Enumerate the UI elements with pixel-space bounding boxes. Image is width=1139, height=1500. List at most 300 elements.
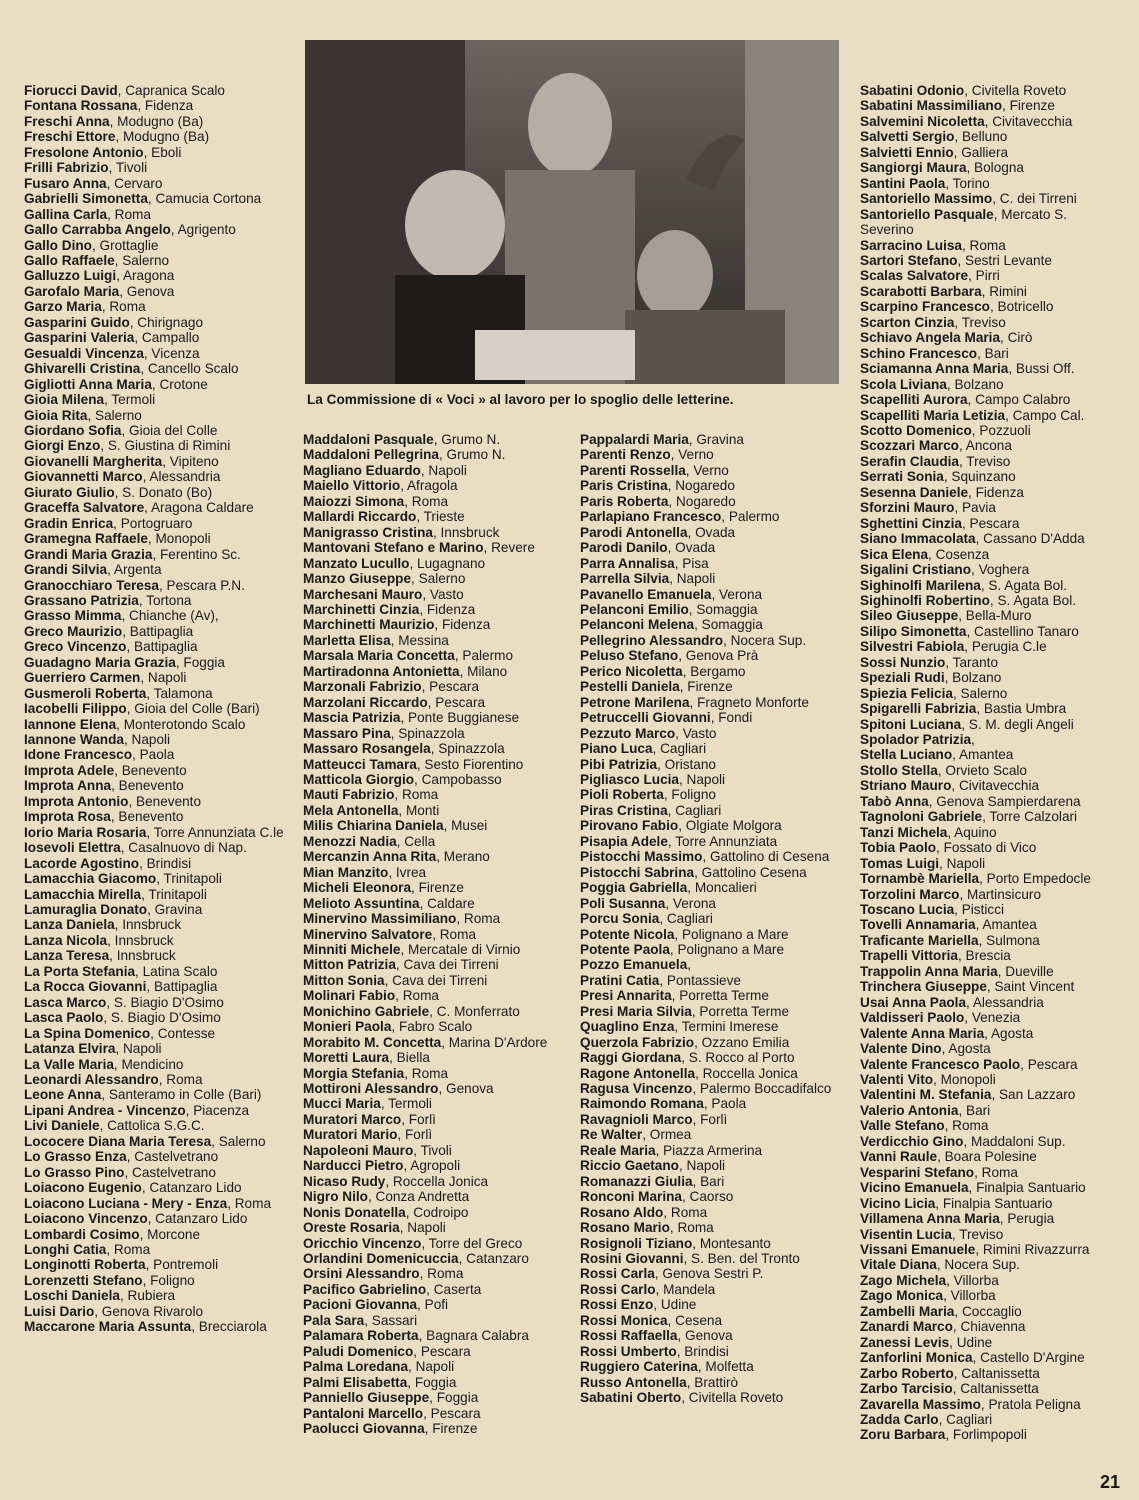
person-place: , Maddaloni Sup. — [963, 1133, 1066, 1149]
person-place: , Casalnuovo di Nap. — [120, 840, 247, 856]
list-item — [24, 1304, 286, 1319]
person-place: , Bussi Off. — [1008, 361, 1075, 377]
person-place: , Palermo — [721, 509, 780, 525]
list-item — [24, 608, 286, 623]
list-item — [303, 679, 571, 694]
person-name: Palmi Elisabetta — [303, 1374, 408, 1390]
person-name: Piras Cristina — [580, 802, 668, 818]
list-item — [860, 979, 1122, 994]
person-place: , Trinitapoli — [141, 886, 207, 902]
list-item — [24, 1134, 286, 1149]
person-place: , Cancello Scalo — [140, 361, 239, 377]
person-place: , Fidenza — [968, 484, 1024, 500]
person-place: , — [971, 732, 975, 748]
list-item — [860, 392, 1122, 407]
person-name: Reale Maria — [580, 1142, 656, 1158]
list-item — [580, 1220, 842, 1235]
person-place: , Cassano D'Adda — [975, 531, 1085, 547]
person-name: Garzo Maria — [24, 299, 102, 315]
list-item — [24, 423, 286, 438]
person-place: , Grottaglie — [91, 237, 159, 253]
person-name: Sabatini Oberto — [580, 1390, 682, 1406]
person-name: Paris Roberta — [580, 493, 669, 509]
person-name: Rosano Mario — [580, 1220, 670, 1236]
person-place: , Voghera — [971, 562, 1030, 578]
list-item — [580, 1189, 842, 1204]
person-name: Raimondo Romana — [580, 1096, 704, 1112]
person-name: Lanza Nicola — [24, 932, 108, 948]
person-place: , Finalpia Santuario — [968, 1180, 1086, 1196]
person-place: , Agropoli — [403, 1158, 461, 1174]
list-item — [303, 1143, 571, 1158]
list-item — [303, 1112, 571, 1127]
person-name: Rossi Monica — [580, 1312, 668, 1328]
list-item — [860, 1149, 1122, 1164]
person-name: Sighinolfi Marilena — [860, 577, 981, 593]
person-place: , Capranica Scalo — [117, 83, 225, 98]
list-item — [580, 772, 842, 787]
list-item — [580, 973, 842, 988]
list-item — [24, 1041, 286, 1056]
list-item — [580, 1158, 842, 1173]
list-item — [24, 1010, 286, 1025]
list-item — [24, 1242, 286, 1257]
list-item — [24, 1319, 286, 1334]
list-item — [24, 717, 286, 732]
person-name: Pistocchi Sabrina — [580, 864, 695, 880]
list-item — [24, 346, 286, 361]
list-item — [860, 747, 1122, 762]
person-place: , Napoli — [420, 462, 467, 478]
person-name: Maccarone Maria Assunta — [24, 1319, 192, 1335]
person-name: Oricchio Vincenzo — [303, 1235, 422, 1251]
person-place: , Firenze — [679, 679, 733, 695]
list-item — [24, 516, 286, 531]
list-item — [580, 1050, 842, 1065]
person-place: , Battipaglia — [126, 639, 198, 655]
list-item — [580, 1359, 842, 1374]
list-item — [24, 531, 286, 546]
list-item — [580, 849, 842, 864]
person-name: Micheli Eleonora — [303, 880, 412, 896]
person-name: Sabatini Odonio — [860, 83, 965, 98]
person-name: Muratori Mario — [303, 1127, 398, 1143]
list-item — [24, 1288, 286, 1303]
list-item — [24, 639, 286, 654]
list-item — [860, 1412, 1122, 1427]
person-place: , Ovada — [687, 524, 736, 540]
person-place: , Roma — [419, 1266, 464, 1282]
person-place: , Battipaglia — [122, 623, 194, 639]
person-place: , Santeramo in Colle (Bari) — [101, 1087, 262, 1103]
person-place: , Latina Scalo — [135, 963, 218, 979]
list-item — [860, 1227, 1122, 1242]
list-item — [580, 617, 842, 632]
list-item — [24, 1057, 286, 1072]
person-name: Maddaloni Pasquale — [303, 432, 434, 447]
person-name: Giorgi Enzo — [24, 438, 101, 454]
list-item — [24, 1165, 286, 1180]
person-name: Sangiorgi Maura — [860, 160, 967, 176]
list-item — [303, 1081, 571, 1096]
person-name: Silvestri Fabiola — [860, 639, 965, 655]
list-item — [24, 222, 286, 237]
person-name: Loschi Daniela — [24, 1288, 120, 1304]
person-name: Maiozzi Simona — [303, 493, 405, 509]
person-place: , Molfetta — [697, 1359, 754, 1375]
person-place: , Sulmona — [978, 932, 1040, 948]
list-item — [303, 1421, 571, 1436]
person-place: , Pisa — [674, 555, 709, 571]
person-name: Schino Francesco — [860, 345, 978, 361]
person-name: Pestelli Daniela — [580, 679, 680, 695]
person-name: Mantovani Stefano e Marino — [303, 540, 484, 556]
person-place: , Palermo Boccadifalco — [692, 1081, 832, 1097]
person-name: Rosini Giovanni — [580, 1251, 684, 1267]
person-name: Lanza Teresa — [24, 948, 110, 964]
list-item — [24, 377, 286, 392]
person-name: Mela Antonella — [303, 802, 399, 818]
person-name: Stella Luciano — [860, 747, 953, 763]
list-item — [24, 964, 286, 979]
person-place: , Caserta — [426, 1281, 482, 1297]
person-place: , Napoli — [399, 1220, 446, 1236]
list-item — [860, 129, 1122, 144]
person-name: Lasca Marco — [24, 994, 107, 1010]
list-item — [860, 1242, 1122, 1257]
list-item — [24, 1257, 286, 1272]
person-place: , Roma — [962, 237, 1006, 253]
person-place: , Fabro Scalo — [391, 1019, 473, 1035]
list-item — [580, 710, 842, 725]
person-name: Orsini Alessandro — [303, 1266, 420, 1282]
person-place: , Pescara — [413, 1343, 471, 1359]
person-name: Lamacchia Giacomo — [24, 871, 157, 887]
person-place: , Treviso — [951, 1226, 1004, 1242]
person-place: , Venezia — [964, 1010, 1021, 1026]
list-item — [860, 902, 1122, 917]
list-item — [860, 1257, 1122, 1272]
person-place: , Pratola Peligna — [980, 1396, 1081, 1412]
person-place: , Benevento — [110, 809, 184, 825]
person-place: , Trinitapoli — [156, 871, 222, 887]
person-place: , Cella — [396, 833, 436, 849]
person-name: Morabito M. Concetta — [303, 1034, 442, 1050]
person-place: , Pescara — [421, 679, 480, 695]
person-name: Luisi Dario — [24, 1303, 95, 1319]
person-place: , Brescia — [957, 948, 1011, 964]
list-item — [860, 624, 1122, 639]
person-name: Ravagnioli Marco — [580, 1111, 693, 1127]
person-name: Mucci Maria — [303, 1096, 381, 1112]
person-name: Menozzi Nadia — [303, 833, 397, 849]
person-place: , Chianche (Av), — [121, 608, 219, 624]
person-place: , Bastia Umbra — [976, 701, 1067, 717]
person-name: Longhi Catia — [24, 1241, 107, 1257]
person-name: Lacorde Agostino — [24, 855, 140, 871]
person-name: Ruggiero Caterina — [580, 1359, 698, 1375]
list-item — [303, 911, 571, 926]
person-place: , San Lazzaro — [991, 1087, 1076, 1103]
list-item — [580, 880, 842, 895]
person-place: , S. Agata Bol. — [980, 577, 1067, 593]
list-item — [303, 1220, 571, 1235]
person-name: Mitton Patrizia — [303, 957, 396, 973]
person-name: Perico Nicoletta — [580, 663, 683, 679]
person-place: , Napoli — [939, 855, 986, 871]
list-item — [303, 1189, 571, 1204]
person-name: Parra Annalisa — [580, 555, 675, 571]
person-place: , Grumo N. — [433, 432, 501, 447]
person-name: Paris Cristina — [580, 478, 668, 494]
list-item — [24, 469, 286, 484]
person-name: Lanza Daniela — [24, 917, 115, 933]
list-item — [24, 995, 286, 1010]
person-place: , Monti — [398, 802, 440, 818]
person-place: , Brindisi — [676, 1343, 729, 1359]
list-item — [580, 1236, 842, 1251]
list-item — [860, 454, 1122, 469]
name-list-column-1 — [24, 83, 286, 1335]
list-item — [303, 849, 571, 864]
person-place: , Brattirò — [686, 1374, 739, 1390]
person-place: , Taranto — [945, 654, 999, 670]
person-place: , Cagliari — [667, 802, 722, 818]
list-item — [303, 571, 571, 586]
person-name: Torzolini Marco — [860, 886, 960, 902]
person-place: , Civitella Roveto — [681, 1390, 784, 1406]
list-item — [303, 494, 571, 509]
person-name: Morgia Stefania — [303, 1065, 405, 1081]
person-name: Lipani Andrea - Vincenzo — [24, 1102, 186, 1118]
list-item — [860, 377, 1122, 392]
list-item — [24, 1149, 286, 1164]
person-name: Scarton Cinzia — [860, 314, 955, 330]
person-name: Zarbo Tarcisio — [860, 1381, 953, 1397]
list-item — [24, 1211, 286, 1226]
list-item — [303, 1096, 571, 1111]
list-item — [860, 1350, 1122, 1365]
person-name: Zanardi Marco — [860, 1319, 953, 1335]
person-place: , Bari — [692, 1173, 725, 1189]
list-item — [860, 423, 1122, 438]
list-item — [303, 957, 571, 972]
person-name: Mercanzin Anna Rita — [303, 849, 437, 865]
person-name: Monichino Gabriele — [303, 1003, 430, 1019]
list-item — [24, 763, 286, 778]
list-item — [580, 1313, 842, 1328]
person-name: Rossi Carla — [580, 1266, 655, 1282]
person-place: , Tivoli — [108, 160, 148, 176]
person-name: Ronconi Marina — [580, 1189, 682, 1205]
person-place: , Mandela — [655, 1281, 716, 1297]
list-item — [860, 1335, 1122, 1350]
list-item — [303, 1019, 571, 1034]
list-item — [860, 732, 1122, 747]
person-name: Pioli Roberta — [580, 787, 664, 803]
person-place: , Forlì — [692, 1111, 728, 1127]
person-name: Tagnoloni Gabriele — [860, 809, 983, 825]
person-name: Scola Liviana — [860, 376, 947, 392]
person-name: Gradin Enrica — [24, 515, 114, 531]
list-item — [580, 1096, 842, 1111]
list-item — [860, 408, 1122, 423]
photo-caption: La Commissione di « Voci » al lavoro per lo spoglio delle letterine. — [307, 392, 734, 407]
person-name: Livi Daniele — [24, 1118, 100, 1134]
person-name: Siano Immacolata — [860, 531, 976, 547]
person-name: Maiello Vittorio — [303, 478, 401, 494]
person-place: , Agrigento — [170, 222, 236, 238]
person-name: Serafin Claudia — [860, 453, 959, 469]
person-name: Potente Nicola — [580, 926, 675, 942]
list-item — [860, 794, 1122, 809]
person-place: , Orvieto Scalo — [937, 762, 1027, 778]
person-name: La Rocca Giovanni — [24, 979, 147, 995]
person-place: , Napoli — [678, 1158, 726, 1174]
person-name: Piano Luca — [580, 741, 653, 757]
person-name: Zanforlini Monica — [860, 1350, 973, 1366]
person-name: Manigrasso Cristina — [303, 524, 433, 540]
list-item — [860, 825, 1122, 840]
person-name: Gallo Carrabba Angelo — [24, 222, 171, 238]
list-item — [303, 1406, 571, 1421]
person-place: , Monterotondo Scalo — [116, 716, 246, 732]
person-name: Sica Elena — [860, 546, 929, 562]
list-item — [24, 593, 286, 608]
list-item — [24, 948, 286, 963]
person-place: , Olgiate Molgora — [678, 818, 782, 834]
list-item — [580, 1375, 842, 1390]
person-place: , Pescara — [1020, 1056, 1078, 1072]
person-name: Ragone Antonella — [580, 1065, 696, 1081]
person-place: , Innsbruck — [114, 917, 182, 933]
person-name: Pratini Catia — [580, 972, 660, 988]
person-name: Mottironi Alessandro — [303, 1081, 439, 1097]
list-item — [860, 1134, 1122, 1149]
person-place: , Cagliari — [659, 911, 713, 927]
list-item — [24, 809, 286, 824]
person-name: Spigarelli Fabrizia — [860, 701, 977, 717]
person-place: , Revere — [483, 540, 535, 556]
person-name: Pelanconi Emilio — [580, 601, 689, 617]
person-name: Gabrielli Simonetta — [24, 191, 148, 207]
person-name: Massaro Pina — [303, 725, 391, 741]
person-name: Zanessi Levis — [860, 1334, 950, 1350]
person-place: , Sestri Levante — [957, 252, 1052, 268]
person-place: , Biella — [389, 1050, 430, 1066]
person-place: , Gravina — [147, 902, 203, 918]
person-place: , — [687, 957, 692, 973]
list-item — [303, 447, 571, 462]
person-place: , Dueville — [997, 963, 1054, 979]
person-name: Improta Antonio — [24, 793, 129, 809]
person-place: , Roma — [669, 1220, 714, 1236]
list-item — [24, 933, 286, 948]
list-item — [24, 1273, 286, 1288]
list-item — [580, 1127, 842, 1142]
person-place: , Castelvetrano — [124, 1164, 216, 1180]
person-place: , Portogruaro — [113, 515, 193, 531]
person-place: , Monopoli — [933, 1072, 996, 1087]
person-name: Mascia Patrizia — [303, 710, 401, 726]
person-name: Monieri Paola — [303, 1019, 392, 1035]
list-item — [860, 238, 1122, 253]
person-name: Vicino Emanuela — [860, 1180, 969, 1196]
list-item — [860, 1288, 1122, 1303]
list-item — [303, 973, 571, 988]
list-item — [303, 726, 571, 741]
person-name: Manzo Giuseppe — [303, 571, 412, 587]
person-place: , Catanzaro Lido — [147, 1211, 248, 1227]
person-name: Latanza Elvira — [24, 1041, 116, 1057]
person-place: , Fossato di Vico — [936, 840, 1037, 856]
person-name: Zago Michela — [860, 1272, 947, 1288]
person-place: , Chiavenna — [952, 1319, 1026, 1335]
person-name: Iorio Maria Rosaria — [24, 824, 147, 840]
list-item — [303, 1236, 571, 1251]
person-name: Spiezia Felicia — [860, 685, 953, 701]
person-place: , Genova Sestri P. — [654, 1266, 764, 1282]
person-place: , Cava dei Tirreni — [384, 972, 488, 988]
person-place: , Rubiera — [119, 1288, 176, 1304]
person-name: Quaglino Enza — [580, 1019, 675, 1035]
person-name: Narducci Pietro — [303, 1158, 404, 1174]
person-place: , Forlì — [401, 1111, 436, 1127]
person-place: , Udine — [949, 1334, 993, 1350]
person-place: , Genova — [119, 283, 175, 299]
person-name: Zadda Carlo — [860, 1411, 939, 1427]
person-place: , Fidenza — [137, 98, 194, 114]
person-name: Scozzari Marco — [860, 438, 959, 454]
person-place: , Afragola — [400, 478, 458, 494]
list-item — [580, 494, 842, 509]
person-name: Gramegna Raffaele — [24, 531, 148, 547]
person-place: , Pontremoli — [145, 1257, 219, 1273]
person-name: Pisapia Adele — [580, 833, 668, 849]
person-name: Gioia Rita — [24, 407, 88, 423]
list-item — [580, 540, 842, 555]
list-item — [860, 1010, 1122, 1025]
list-item — [860, 562, 1122, 577]
person-place: , Campo Calabro — [967, 392, 1071, 408]
list-item — [303, 587, 571, 602]
person-name: Pappalardi Maria — [580, 432, 689, 447]
list-item — [24, 670, 286, 685]
person-name: Lo Grasso Enza — [24, 1149, 127, 1165]
person-place: , Ponte Buggianese — [400, 710, 520, 726]
person-name: Greco Vincenzo — [24, 639, 127, 655]
person-place: , Cosenza — [928, 546, 990, 562]
person-place: , Caldare — [419, 895, 475, 911]
list-item — [580, 1081, 842, 1096]
person-place: , Perugia — [999, 1211, 1055, 1227]
person-name: Pistocchi Massimo — [580, 849, 703, 865]
list-item — [24, 778, 286, 793]
list-item — [580, 587, 842, 602]
person-name: Gesualdi Vincenza — [24, 345, 144, 361]
person-name: Vitale Diana — [860, 1257, 937, 1273]
person-name: Nigro Nilo — [303, 1189, 368, 1205]
person-place: , Foggia — [175, 654, 225, 670]
list-item — [24, 191, 286, 206]
list-item — [303, 834, 571, 849]
name-list-column-2 — [303, 432, 571, 1436]
list-item — [860, 608, 1122, 623]
person-name: Pacifico Gabrielino — [303, 1281, 427, 1297]
person-place: , Contesse — [150, 1025, 216, 1041]
list-item — [303, 1158, 571, 1173]
person-name: Petrone Marilena — [580, 694, 690, 710]
